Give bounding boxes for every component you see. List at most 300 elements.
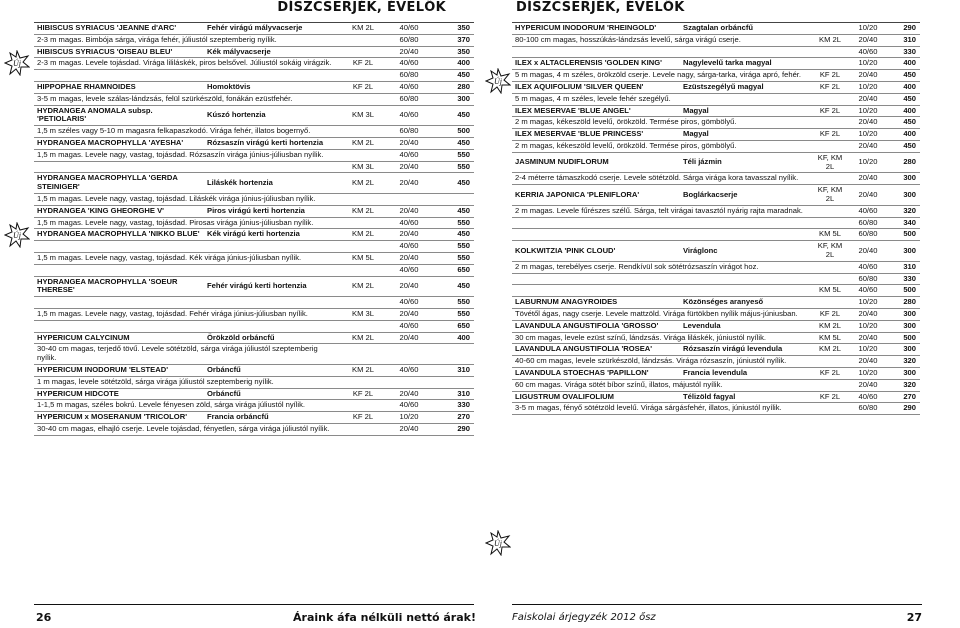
table-row [512,81,920,93]
pot-size [340,149,386,161]
plant-variety [204,264,340,276]
price: 550 [432,149,474,161]
price: 320 [886,205,920,217]
pot-size [810,273,850,285]
new-starburst-icon [4,50,30,76]
table-row [512,34,920,46]
plant-size: 10/20 [850,81,886,93]
price: 450 [432,205,474,217]
plant-size: 40/60 [850,285,886,297]
table-row [34,34,474,46]
plant-variety: Viráglonc [680,241,810,262]
pot-size [810,117,850,129]
plant-name: ILEX x ALTACLERENSIS 'GOLDEN KING' [512,58,680,70]
plant-size: 20/40 [850,356,886,368]
table-row [512,129,920,141]
plant-size: 10/20 [850,105,886,117]
price [432,193,474,205]
footer-right [512,607,922,627]
plant-description: 2-4 méterre támaszkodó cserje. Levele sötétzöld. Sárga virága kora tavasszal nyílik. [512,173,810,185]
plant-description: 1 m magas, levele sötétzöld, sárga virága júliustól szeptemberig nyílik. [34,376,340,388]
price: 650 [432,264,474,276]
plant-size: 20/40 [386,161,432,173]
pot-size: KM 2L [810,34,850,46]
plant-variety: Fehér virágú mályvacserje [204,23,340,35]
table-row [34,137,474,149]
plant-variety: Kék mályvacserje [204,46,340,58]
plant-size: 20/40 [850,140,886,152]
footer-note: Áraink áfa nélküli nettó árak! [293,611,476,624]
table-row [34,364,474,376]
plant-description: 30-40 cm magas, terjedő tövű. Levele sötétzöld, sárga virága júliustól szeptemberig nyílik. [34,344,340,365]
pot-size: KF, KM 2L [810,152,850,173]
plant-variety: Örökzöld orbáncfű [204,332,340,344]
new-starburst-icon [4,222,30,248]
plant-name: ILEX AQUIFOLIUM 'SILVER QUEEN' [512,81,680,93]
table-row [512,229,920,241]
plant-size: 20/40 [850,173,886,185]
pot-size: KF 2L [810,105,850,117]
pot-size [340,423,386,435]
plant-size: 40/60 [386,264,432,276]
plant-name [512,285,680,297]
price [432,344,474,365]
pot-size [340,376,386,388]
table-row [512,23,920,35]
table-row [512,58,920,70]
plant-description: 1,5 m magas. Levele nagy, vastag, tojásdad. Liláskék virága június-júliusban nyílik. [34,193,340,205]
plant-name: HYDRANGEA 'KING GHEORGHE V' [34,205,204,217]
new-starburst-icon [485,68,511,94]
price: 320 [886,379,920,391]
price: 280 [432,81,474,93]
price: 300 [886,173,920,185]
table-row [34,105,474,126]
price: 290 [886,403,920,415]
table-row [34,320,474,332]
plant-variety [680,273,810,285]
plant-variety [680,217,810,229]
plant-variety: Francia levendula [680,367,810,379]
price: 330 [432,400,474,412]
pot-size [810,58,850,70]
pot-size [810,217,850,229]
plant-description: 1,5 m magas. Levele nagy, vastag, tojásdad. Rózsaszín virága június-júliusban nyílik. [34,149,340,161]
table-row [512,93,920,105]
plant-size: 40/60 [386,105,432,126]
plant-description: 60 cm magas. Virága sötét bíbor színű, illatos, májustól nyílik. [512,379,810,391]
plant-size: 20/40 [850,185,886,206]
new-badge [485,530,511,556]
pot-size [810,173,850,185]
table-row [512,217,920,229]
price: 370 [432,34,474,46]
plant-size: 20/40 [386,173,432,194]
table-row [34,58,474,70]
price: 550 [432,241,474,253]
plant-size: 20/40 [850,379,886,391]
table-row [34,252,474,264]
plant-name: HYPERICUM x MOSERANUM 'TRICOLOR' [34,412,204,424]
plant-size: 40/60 [386,241,432,253]
new-badge-text: Új [13,231,21,240]
plant-name: HYPERICUM CALYCINUM [34,332,204,344]
table-row [34,217,474,229]
plant-variety: Francia orbáncfű [204,412,340,424]
pot-size [340,34,386,46]
plant-size: 20/40 [850,332,886,344]
pot-size: KM 2L [340,332,386,344]
table-row [34,46,474,58]
plant-name [512,273,680,285]
plant-size: 60/80 [850,273,886,285]
pot-size [340,264,386,276]
pot-size [810,379,850,391]
price: 550 [432,161,474,173]
page-number: 26 [36,611,52,624]
plant-name: HIPPOPHAE RHAMNOIDES [34,81,204,93]
table-row [34,297,474,309]
new-badge [485,68,511,94]
plant-size: 20/40 [386,276,432,297]
table-row [512,140,920,152]
table-row [34,149,474,161]
plant-variety: Magyal [680,129,810,141]
plant-size: 20/40 [386,252,432,264]
pot-size [810,140,850,152]
plant-size: 40/60 [850,46,886,58]
table-row [34,205,474,217]
plant-name: HYDRANGEA ANOMALA subsp. 'PETIOLARIS' [34,105,204,126]
table-row [34,241,474,253]
pot-size: KM 3L [340,308,386,320]
table-row [512,332,920,344]
plant-size: 10/20 [850,297,886,309]
price: 270 [432,412,474,424]
price: 300 [886,344,920,356]
plant-variety: Télizöld fagyal [680,391,810,403]
plant-name: LIGUSTRUM OVALIFOLIUM [512,391,680,403]
plant-description: 2-3 m magas. Bimbója sárga, virága fehér, júliustól szeptemberig nyílik. [34,34,340,46]
price [432,376,474,388]
table-row [512,391,920,403]
plant-variety [204,70,340,82]
plant-variety: Homoktövis [204,81,340,93]
price: 320 [886,356,920,368]
plant-name: ILEX MESERVAE 'BLUE PRINCESS' [512,129,680,141]
price: 270 [886,391,920,403]
price: 500 [886,229,920,241]
plant-variety [680,285,810,297]
plant-size: 40/60 [386,400,432,412]
pot-size: KF 2L [810,367,850,379]
plant-variety: Orbáncfű [204,388,340,400]
plant-variety [204,161,340,173]
plant-name [34,161,204,173]
price: 650 [432,320,474,332]
pot-size: KM 5L [810,285,850,297]
plant-description: 2-3 m magas. Levele tojásdad. Virága lililáskék, piros belsővel. Júliustól sokáig virágzik. [34,58,340,70]
plant-size: 10/20 [850,152,886,173]
plant-size: 10/20 [850,58,886,70]
pot-size [810,93,850,105]
plant-size: 20/40 [386,308,432,320]
plant-size: 20/40 [386,137,432,149]
table-row [512,105,920,117]
plant-size: 60/80 [386,70,432,82]
table-row [512,117,920,129]
pot-size [340,297,386,309]
pot-size: KF, KM 2L [810,241,850,262]
plant-size: 40/60 [386,149,432,161]
price: 400 [886,81,920,93]
plant-variety [680,46,810,58]
table-row [34,308,474,320]
plant-variety: Rózsaszín virágú kerti hortenzia [204,137,340,149]
table-row [34,161,474,173]
pot-size: KM 5L [340,252,386,264]
table-row [512,70,920,82]
plant-size: 20/40 [850,308,886,320]
plant-name [34,297,204,309]
plant-variety: Boglárkacserje [680,185,810,206]
pot-size [340,400,386,412]
price: 280 [886,152,920,173]
plant-size: 20/40 [386,388,432,400]
plant-size: 20/40 [850,70,886,82]
pot-size [340,93,386,105]
plant-size: 20/40 [386,229,432,241]
footer-rule [512,604,922,605]
plant-name: LAVANDULA STOECHAS 'PAPILLON' [512,367,680,379]
table-row [34,193,474,205]
pot-size: KF 2L [810,70,850,82]
plant-name: LABURNUM ANAGYROIDES [512,297,680,309]
price: 300 [886,320,920,332]
plant-name [512,229,680,241]
pot-size: KF 2L [340,58,386,70]
plant-description: 1,5 m magas. Levele nagy, vastag, tojásdad. Fehér virága június-júliusban nyílik. [34,308,340,320]
section-title: DÍSZCSERJÉK, ÉVELŐK [516,0,685,15]
price: 450 [432,173,474,194]
price: 450 [432,70,474,82]
plant-size: 40/60 [386,23,432,35]
table-row [34,400,474,412]
plant-size: 60/80 [850,229,886,241]
plant-name: HYPERICUM INODORUM 'RHEINGOLD' [512,23,680,35]
plant-description: 5 m magas, 4 m széles, örökzöld cserje. Levele nagy, sárga-tarka, virága apró, fehér. [512,70,810,82]
plant-variety: Orbáncfű [204,364,340,376]
new-starburst-icon [485,530,511,556]
plant-name: HYPERICUM HIDCOTE [34,388,204,400]
plant-description: 30-40 cm magas, elhajló cserje. Levele tojásdad, fényetlen, sárga virága júliustól nyílik. [34,423,340,435]
plant-size: 10/20 [386,412,432,424]
plant-name: HIBISCUS SYRIACUS 'OISEAU BLEU' [34,46,204,58]
price: 330 [886,273,920,285]
plant-size: 20/40 [850,117,886,129]
table-row [512,261,920,273]
plant-variety: Ezüstszegélyű magyal [680,81,810,93]
new-badge [4,222,30,248]
plant-variety: Piros virágú kerti hortenzia [204,205,340,217]
plant-name: JASMINUM NUDIFLORUM [512,152,680,173]
price: 450 [886,93,920,105]
table-row [512,241,920,262]
plant-name: HYDRANGEA MACROPHYLLA 'NIKKO BLUE' [34,229,204,241]
plant-name: HYDRANGEA MACROPHYLLA 'GERDA STEINIGER' [34,173,204,194]
table-row [34,264,474,276]
table-row [512,308,920,320]
plant-name [34,264,204,276]
plant-variety [204,241,340,253]
pot-size: KF 2L [810,308,850,320]
table-row [512,185,920,206]
pot-size: KF 2L [340,388,386,400]
plant-variety: Kék virágú kerti hortenzia [204,229,340,241]
price: 300 [432,93,474,105]
plant-name [512,46,680,58]
table-row [512,173,920,185]
price: 450 [432,229,474,241]
plant-size [386,193,432,205]
new-badge [4,50,30,76]
price: 550 [432,297,474,309]
price-table-right [512,22,920,415]
plant-description: 1-1,5 m magas, széles bokrú. Levele fényesen zöld, sárga virága júliustól nyílik. [34,400,340,412]
pot-size: KM 5L [810,229,850,241]
new-badge-text: Új [13,59,21,68]
table-row [34,126,474,138]
pot-size [810,297,850,309]
table-row [34,376,474,388]
price: 350 [432,46,474,58]
pot-size [810,356,850,368]
plant-description: 80-100 cm magas, hosszúkás-lándzsás levelű, sárga virágú cserje. [512,34,810,46]
price: 500 [886,285,920,297]
table-row [512,46,920,58]
pot-size [810,261,850,273]
plant-size: 10/20 [850,129,886,141]
page-number: 27 [906,611,922,624]
section-title: DÍSZCSERJÉK, ÉVELŐK [277,0,446,15]
plant-size: 10/20 [850,344,886,356]
price: 450 [886,140,920,152]
pot-size [810,205,850,217]
table-row [34,388,474,400]
plant-name: KOLKWITZIA 'PINK CLOUD' [512,241,680,262]
price: 300 [886,308,920,320]
price: 310 [886,261,920,273]
plant-name: HYDRANGEA MACROPHYLLA 'AYESHA' [34,137,204,149]
plant-description: 30 cm magas, levele ezüst színű, lándzsás. Virága liláskék, júniustól nyílik. [512,332,810,344]
plant-size: 60/80 [386,126,432,138]
pot-size: KF 2L [810,129,850,141]
plant-name: HIBISCUS SYRIACUS 'JEANNE d'ARC' [34,23,204,35]
plant-size: 60/80 [850,403,886,415]
table-row [512,379,920,391]
table-row [512,297,920,309]
price: 500 [432,126,474,138]
plant-size [386,344,432,365]
table-row [512,320,920,332]
plant-variety: Rózsaszín virágú levendula [680,344,810,356]
plant-size: 40/60 [386,364,432,376]
plant-name [34,70,204,82]
pot-size: KF 2L [340,412,386,424]
new-badge-text: Új [494,539,502,548]
plant-size: 60/80 [850,217,886,229]
price: 400 [432,58,474,70]
price: 300 [886,367,920,379]
pot-size: KM 5L [810,332,850,344]
table-row [34,23,474,35]
pot-size: KF 2L [340,81,386,93]
price: 280 [886,297,920,309]
pot-size [340,241,386,253]
pot-size: KM 2L [340,173,386,194]
plant-description: 2 m magas, kékeszöld levelű, örökzöld. Termése piros, gömbölyű. [512,117,810,129]
plant-name: KERRIA JAPONICA 'PLENIFLORA' [512,185,680,206]
price: 340 [886,217,920,229]
plant-variety: Levendula [680,320,810,332]
table-row [34,276,474,297]
plant-size: 10/20 [850,320,886,332]
pot-size [340,320,386,332]
table-row [512,403,920,415]
pot-size [340,46,386,58]
price: 450 [432,276,474,297]
price: 450 [886,117,920,129]
plant-size: 20/40 [386,332,432,344]
plant-variety [680,229,810,241]
pot-size: KM 2L [340,137,386,149]
plant-size: 20/40 [386,205,432,217]
price: 310 [432,388,474,400]
plant-description: 2 m magas, terebélyes cserje. Rendkívül sok sötétrózsaszín virágot hoz. [512,261,810,273]
price: 300 [886,241,920,262]
price: 400 [886,58,920,70]
plant-size: 20/40 [386,46,432,58]
pot-size [340,217,386,229]
pot-size: KM 2L [810,344,850,356]
plant-description: 1,5 m magas. Levele nagy, vastag, tojásdad. Pirosas virága június-júliusban nyílik. [34,217,340,229]
plant-variety: Kúszó hortenzia [204,105,340,126]
plant-name: ILEX MESERVAE 'BLUE ANGEL' [512,105,680,117]
plant-variety: Magyal [680,105,810,117]
price: 450 [432,105,474,126]
pot-size: KM 2L [810,320,850,332]
footer-left [36,607,476,627]
plant-variety: Fehér virágú kerti hortenzia [204,276,340,297]
footer-brand: Faiskolai árjegyzék 2012 ősz [512,612,656,623]
price: 400 [886,105,920,117]
price: 310 [886,34,920,46]
table-row [512,205,920,217]
pot-size: KM 2L [340,364,386,376]
plant-size: 10/20 [850,367,886,379]
plant-size: 20/40 [850,34,886,46]
plant-variety [204,320,340,332]
plant-size: 20/40 [386,423,432,435]
pot-size: KM 2L [340,229,386,241]
plant-size: 20/40 [850,93,886,105]
pot-size: KM 3L [340,105,386,126]
plant-name: HYDRANGEA MACROPHYLLA 'SOEUR THERESE' [34,276,204,297]
plant-size: 20/40 [850,241,886,262]
price: 550 [432,217,474,229]
plant-size: 40/60 [850,205,886,217]
plant-name: LAVANDULA ANGUSTIFOLIA 'GROSSO' [512,320,680,332]
